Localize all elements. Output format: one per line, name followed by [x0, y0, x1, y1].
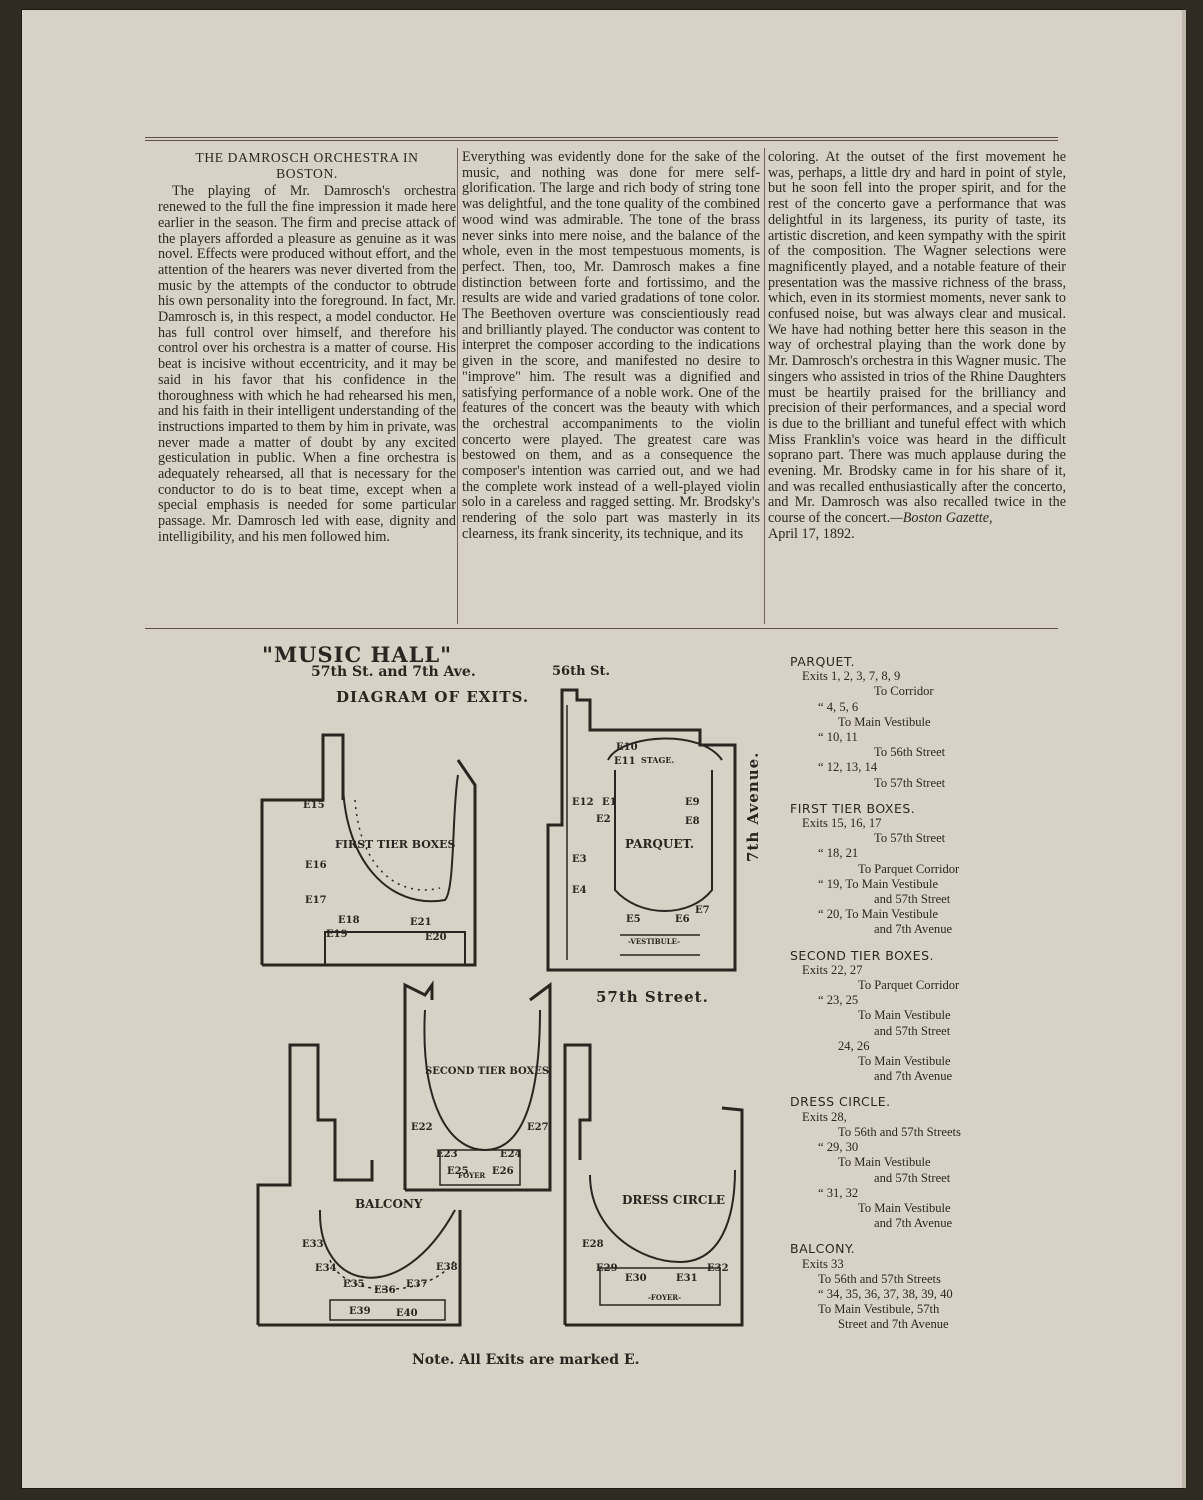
article-paragraph: Everything was evidently done for the sake of the music, and nothing was done for mere self-glorification. The large and rich body of string tone was delightful, and the tone quality of the combined wood wind was admirable. The tone of the brass never sinks into mere noise, and the balance of the whole, even in the most tempestuous moments, is perfect. Then, too, Mr. Damrosch makes a fine distinction between forte and fortissimo, and the results are wide and varied gradations of tone color. The Beethoven overture was conscientiously read and brilliantly played. The conductor was content to interpret the composer according to the indications given in the score, and manifested no desire to "improve" him. The result was a dignified and satisfying performance of a noble work. One of the features of the concert was the beauty with which the orchestral accompaniments to the violin concerto were played. The greatest care was bestowed on them, and as a consequence the composer's intention was carried out, and we had the complete work instead of a well-played violin solo in a careless and ragged setting. Mr. Brodsky's rendering of the solo part was masterly in its clearness, its frank sincerity, its technique, and its: [462, 149, 760, 542]
legend-section-heading: BALCONY.: [790, 1241, 856, 1257]
legend-line: To Parquet Corridor: [858, 978, 960, 993]
avenue-7-label: 7th Avenue.: [744, 751, 762, 862]
exit-label: E33: [302, 1239, 324, 1250]
legend-line: “ 10, 11: [818, 730, 858, 745]
exit-markers: [302, 742, 729, 1319]
legend-line: “ 29, 30: [818, 1140, 859, 1155]
exit-label: E30: [625, 1273, 647, 1284]
legend-line: To 56th Street: [874, 745, 946, 760]
legend-line: Exits 1, 2, 3, 7, 8, 9: [802, 669, 901, 684]
exit-label: E9: [685, 797, 700, 808]
legend-line: “ 18, 21: [818, 846, 859, 861]
plan-label-first-tier: FIRST TIER BOXES: [335, 838, 456, 851]
legend-line: To 57th Street: [874, 831, 946, 846]
exit-label: E3: [572, 854, 587, 865]
plan-dress-circle: [565, 1045, 742, 1325]
legend-section-heading: SECOND TIER BOXES.: [790, 947, 934, 963]
exit-label: E34: [315, 1263, 337, 1274]
legend-line: To Main Vestibule, 57th: [818, 1302, 940, 1317]
legend-section-heading: PARQUET.: [790, 654, 855, 669]
plan-label-foyer: FOYER: [458, 1171, 486, 1180]
exit-label: E17: [305, 895, 327, 906]
exit-label: E16: [305, 860, 327, 871]
exit-label: E40: [396, 1308, 418, 1319]
exit-label: E27: [527, 1122, 549, 1133]
legend-line: and 57th Street: [874, 892, 951, 907]
legend-line: To 57th Street: [874, 775, 946, 790]
street-57-label: 57th Street.: [596, 988, 709, 1006]
legend-section-heading: FIRST TIER BOXES.: [790, 800, 916, 816]
legend-line: To Main Vestibule: [858, 1200, 951, 1215]
diagram-title: "MUSIC HALL": [262, 642, 453, 667]
legend-line: “ 4, 5, 6: [818, 699, 859, 714]
legend-line: To Main Vestibule: [838, 1155, 931, 1170]
legend-line: Exits 15, 16, 17: [802, 816, 882, 831]
exit-label: E31: [676, 1273, 698, 1284]
legend-line: To 56th and 57th Streets: [838, 1124, 961, 1139]
legend-line: and 7th Avenue: [874, 1216, 953, 1231]
legend-line: “ 23, 25: [818, 993, 859, 1008]
legend-line: To Parquet Corridor: [858, 861, 960, 876]
exit-label: E15: [303, 800, 325, 811]
exit-label: E7: [695, 905, 710, 916]
article-source: —Boston Gazette,: [890, 510, 993, 527]
exit-label: E18: [338, 915, 360, 926]
article-paragraph-text: coloring. At the outset of the first movement he was, perhaps, a little dry and hard in point of style, but he soon fell into the proper spirit, and for the rest of the concerto gave a performance that was delightful in its largeness, its purity of taste, its artistic discretion, and keen sympathy with the spirit of the composition. The Wagner selections were magnificently played, and a notable feature of their presentation was the massive richness of the brass, which, even in its stormiest moments, never sank to confused noise, but was always clear and musical. We have had nothing better here this season in the way of orchestral playing than the work done by Mr. Damrosch's orchestra in this Wagner music. The singers who assisted in trios of the Rhine Daughters must be heartily praised for the brilliancy and precision of their performances, and a special word is due to the brilliant and tuneful effect with which Miss Franklin's voice was heard in the difficult soprano part. There was much applause during the evening. Mr. Brodsky came in for his share of it, and was recalled enthusiastically after the concerto, and Mr. Damrosch was also recalled twice in the course of the concert.: [768, 149, 1066, 527]
exit-label: E4: [572, 885, 587, 896]
legend-line: “ 19, To Main Vestibule: [818, 876, 939, 891]
exit-label: E5: [626, 914, 641, 925]
exit-label: E11: [614, 756, 636, 767]
diagram-subtitle: DIAGRAM OF EXITS.: [336, 688, 530, 706]
legend-line: To Main Vestibule: [858, 1054, 951, 1069]
plan-label-vestibule: -VESTIBULE-: [628, 937, 681, 946]
legend-line: To Main Vestibule: [858, 1008, 951, 1023]
legend-line: and 7th Avenue: [874, 922, 953, 937]
exit-label: E20: [425, 932, 447, 943]
exit-label: E32: [707, 1263, 729, 1274]
exit-label: E25: [447, 1166, 469, 1177]
exit-label: E23: [436, 1149, 458, 1160]
exit-label: E38: [436, 1262, 458, 1273]
legend-line: and 7th Avenue: [874, 1069, 953, 1084]
article-paragraph: The playing of Mr. Damrosch's orchestra renewed to the full the fine impression it made here earlier in the season. The firm and precise attack of the players afforded a pleasure as genuine as it was novel. Effects were produced without effort, and the attention of the hearers was never diverted from the music by the attempts of the conductor to obtrude his own personality into the foreground. In fact, Mr. Damrosch is, in this respect, a model conductor. He has full control over himself, and therefore his control over his orchestra is a matter of course. His beat is incisive without eccentricity, and it may be said in his favor that his confidence in the thoroughness with which he had rehearsed his men, and his faith in their intelligent understanding of the instructions imparted to them by him in private, was never made a matter of doubt by any excited gesticulation in public. When a fine orchestra is adequately rehearsed, all that is necessary for the conductor to do is to beat time, except when a special emphasis is needed for some particular passage. Mr. Damrosch led with ease, dignity and intelligibility, and his men followed him.: [158, 183, 456, 545]
plan-label-dress-circle: DRESS CIRCLE: [622, 1193, 726, 1207]
legend-line: 24, 26: [838, 1038, 870, 1053]
plan-label-stage: STAGE.: [641, 755, 675, 765]
plan-second-tier: [405, 985, 550, 1190]
plan-label-balcony: BALCONY: [355, 1197, 423, 1211]
legend-line: Exits 28,: [802, 1109, 847, 1124]
exit-label: E21: [410, 917, 432, 928]
plan-parquet: [548, 690, 735, 970]
legend-line: “ 20, To Main Vestibule: [818, 907, 939, 922]
exit-label: E35: [343, 1279, 365, 1290]
legend-line: Exits 33: [802, 1256, 844, 1271]
legend-section-heading: DRESS CIRCLE.: [790, 1094, 891, 1110]
article-date: April 17, 1892.: [768, 525, 855, 542]
plan-label-parquet: PARQUET.: [625, 837, 695, 851]
legend-line: To Corridor: [874, 684, 934, 699]
legend-line: and 57th Street: [874, 1023, 951, 1038]
article-title-line-2: BOSTON.: [276, 165, 338, 181]
exit-label: E22: [411, 1122, 433, 1133]
exit-label: E1: [602, 797, 617, 808]
exit-label: E24: [500, 1149, 522, 1160]
exit-label: E19: [326, 929, 348, 940]
legend-line: Street and 7th Avenue: [838, 1317, 949, 1332]
exit-label: E6: [675, 914, 690, 925]
exit-label: E28: [582, 1239, 604, 1250]
legend-line: To Main Vestibule: [838, 714, 931, 729]
exit-label: E12: [572, 797, 594, 808]
street-56-label: 56th St.: [552, 664, 610, 679]
legend-line: and 57th Street: [874, 1170, 951, 1185]
article-title-line-1: THE DAMROSCH ORCHESTRA IN: [195, 150, 419, 165]
exit-label: E39: [349, 1306, 371, 1317]
legend-line: “ 34, 35, 36, 37, 38, 39, 40: [818, 1286, 953, 1301]
exit-label: E29: [596, 1263, 618, 1274]
legend-line: “ 12, 13, 14: [818, 760, 878, 775]
exit-legend: [790, 654, 980, 1333]
exit-label: E8: [685, 816, 700, 827]
exit-label: E2: [596, 814, 611, 825]
exit-label: E37: [406, 1279, 428, 1290]
exit-label: E36: [374, 1285, 396, 1296]
exits-note: Note. All Exits are marked E.: [412, 1352, 640, 1368]
legend-line: Exits 22, 27: [802, 962, 863, 977]
plan-label-dress-foyer: -FOYER-: [648, 1293, 682, 1302]
exit-label: E26: [492, 1166, 514, 1177]
legend-line: To 56th and 57th Streets: [818, 1271, 941, 1286]
exit-label: E10: [616, 742, 638, 753]
legend-line: “ 31, 32: [818, 1185, 859, 1200]
diagram-address: 57th St. and 7th Ave.: [311, 664, 476, 680]
plan-label-second-tier: SECOND TIER BOXES: [425, 1066, 550, 1077]
